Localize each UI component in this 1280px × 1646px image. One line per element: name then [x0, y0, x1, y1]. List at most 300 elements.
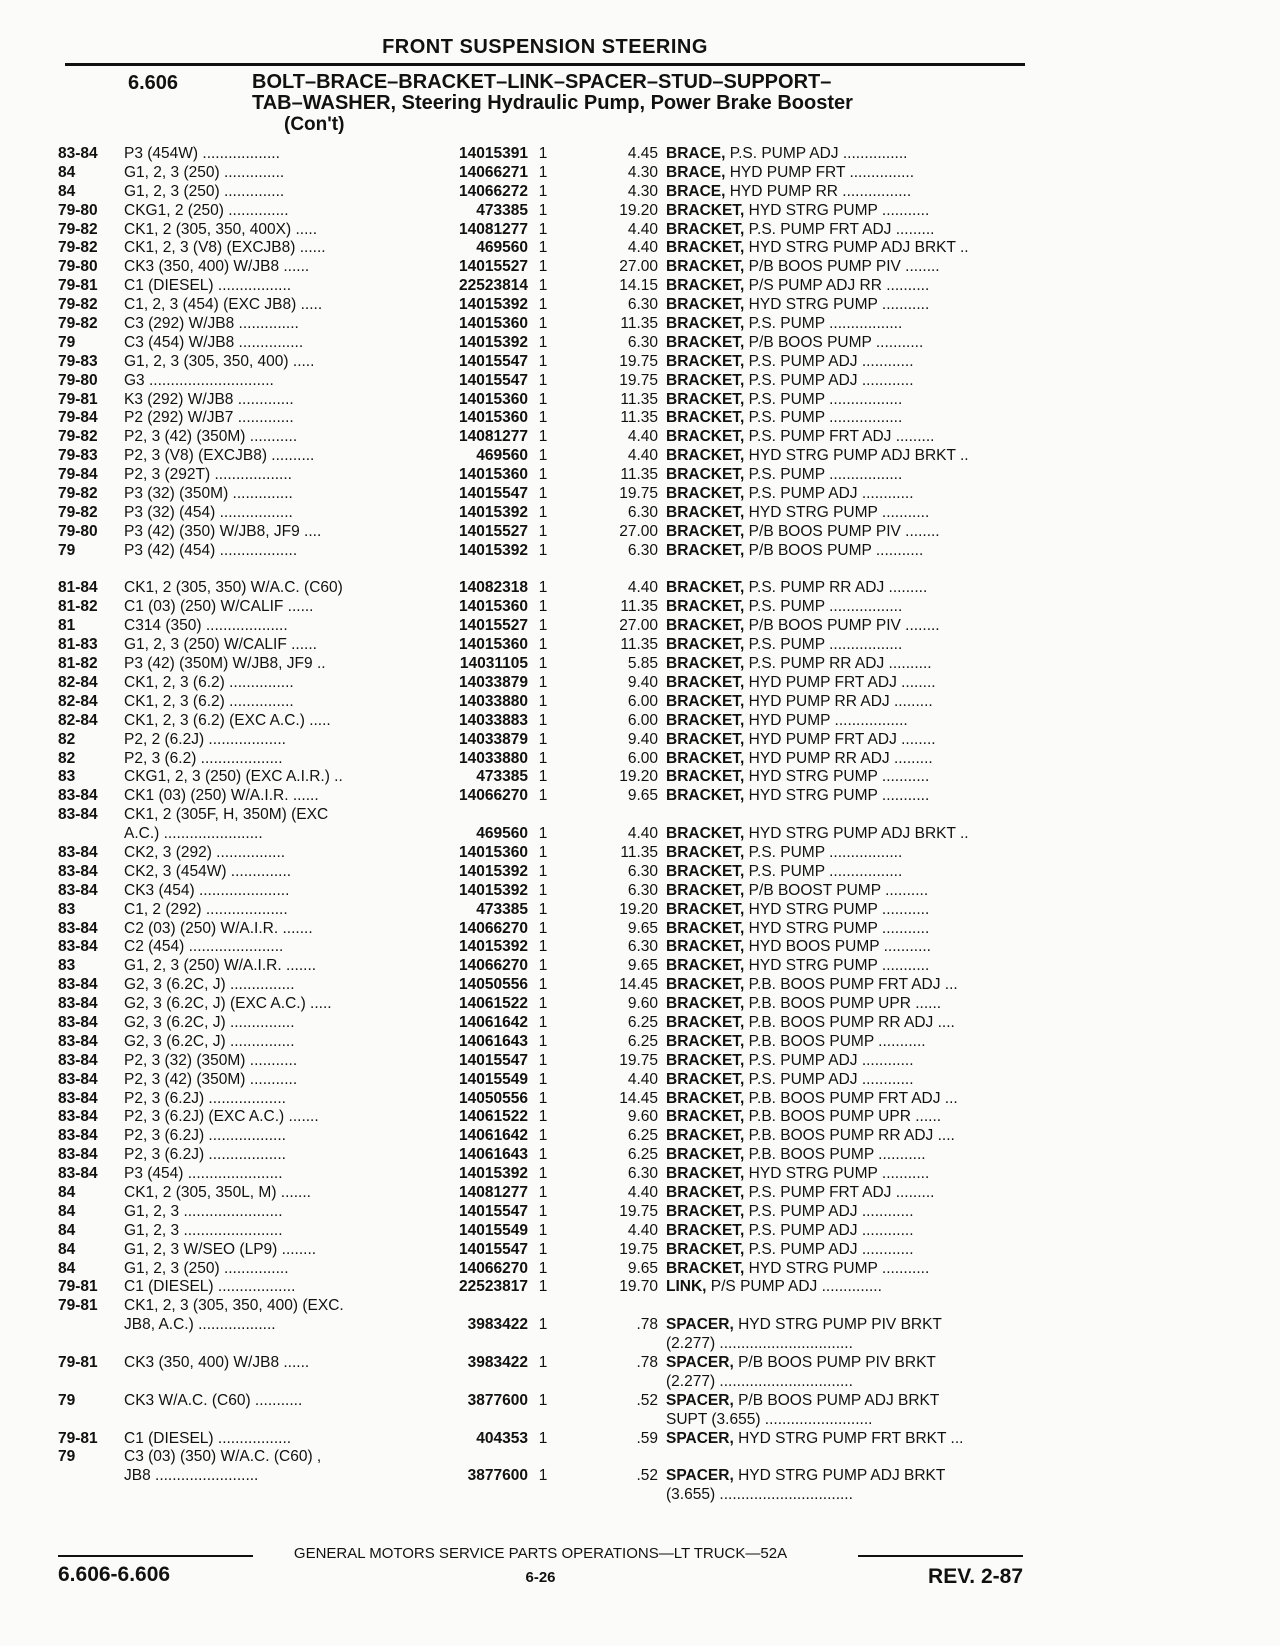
- model-year: 79-82: [58, 296, 98, 314]
- quantity: 1: [538, 995, 548, 1013]
- part-name-detail: P/B BOOS PUMP ...........: [744, 541, 924, 559]
- part-number: 14015547: [408, 485, 528, 504]
- model-description: P3 (42) (350M) W/JB8, JF9 ..: [124, 655, 326, 673]
- part-number: 14061642: [408, 1127, 528, 1146]
- quantity: 1: [538, 598, 548, 616]
- table-row: [58, 768, 1038, 787]
- part-name-noun: BRACKET,: [666, 1070, 745, 1088]
- part-name: [666, 221, 1031, 240]
- part-name-noun: BRACKET,: [666, 749, 745, 767]
- part-name: [666, 1014, 1031, 1033]
- part-name-noun: BRACKET,: [666, 787, 745, 805]
- price: 11.35: [620, 409, 658, 427]
- part-name-noun: BRACKET,: [666, 466, 745, 484]
- part-name-detail: HYD BOOS PUMP ...........: [744, 938, 931, 956]
- table-row: [58, 542, 1038, 561]
- price: 11.35: [620, 843, 658, 861]
- part-name-detail: HYD PUMP FRT ADJ ........: [744, 730, 936, 748]
- price: 14.45: [619, 1089, 658, 1107]
- part-name-noun: BRACKET,: [666, 598, 745, 616]
- part-name-noun: BRACKET,: [666, 1051, 745, 1069]
- model-year: 79-82: [58, 485, 98, 503]
- model-year: 83-84: [58, 1051, 98, 1069]
- model-year: 79-81: [58, 1297, 98, 1315]
- price: 19.75: [619, 371, 658, 389]
- part-name: [666, 844, 1031, 863]
- part-name: [666, 617, 1031, 636]
- part-number: 469560: [408, 447, 528, 466]
- part-name: [666, 258, 1031, 277]
- part-number: 473385: [408, 768, 528, 787]
- price: 19.75: [619, 1202, 658, 1220]
- table-row: [58, 750, 1038, 769]
- table-row: [58, 428, 1038, 447]
- part-name: [666, 239, 1031, 258]
- part-name-detail: P.S. PUMP ADJ ............: [744, 352, 914, 370]
- part-name-noun: SPACER,: [666, 1467, 734, 1485]
- part-number: 473385: [408, 901, 528, 920]
- part-name: [666, 1184, 1031, 1203]
- header-rule: [65, 63, 1025, 66]
- model-year: 79-80: [58, 371, 98, 389]
- table-row: [58, 258, 1038, 277]
- model-description: CK1, 2, 3 (305, 350, 400) (EXC.: [124, 1297, 344, 1315]
- model-description: C1, 2, 3 (454) (EXC JB8) .....: [124, 296, 323, 314]
- price: 6.30: [627, 881, 658, 899]
- model-description: P2, 3 (V8) (EXCJB8) ..........: [124, 447, 315, 465]
- quantity: 1: [538, 1467, 548, 1485]
- price: .52: [636, 1467, 658, 1485]
- part-name-detail: P.S. PUMP .................: [744, 409, 903, 427]
- part-number: 14015360: [408, 598, 528, 617]
- part-name-detail: (2.277) ...............................: [666, 1372, 853, 1390]
- part-name-noun: BRACKET,: [666, 862, 745, 880]
- model-description: CK1 (03) (250) W/A.I.R. ......: [124, 787, 319, 805]
- part-name-detail: P.B. BOOS PUMP ...........: [744, 1146, 926, 1164]
- quantity: 1: [538, 239, 548, 257]
- part-name: [666, 693, 1031, 712]
- part-name-detail: P/B BOOS PUMP PIV BRKT: [733, 1354, 936, 1371]
- part-number: 14066270: [408, 1260, 528, 1279]
- model-description: G1, 2, 3 (250) W/CALIF ......: [124, 636, 317, 654]
- model-year: 79-82: [58, 315, 98, 333]
- model-description: G1, 2, 3 (305, 350, 400) .....: [124, 352, 315, 370]
- part-name-detail: P/S PUMP ADJ RR ..........: [744, 277, 930, 295]
- part-number: 14031105: [408, 655, 528, 674]
- part-name-noun: BRACKET,: [666, 277, 745, 295]
- table-row: [58, 1335, 1038, 1354]
- part-name: [666, 353, 1031, 372]
- quantity: 1: [538, 1202, 548, 1220]
- model-description: P2, 3 (6.2J) (EXC A.C.) .......: [124, 1108, 319, 1126]
- price: 27.00: [619, 617, 658, 635]
- quantity: 1: [538, 749, 548, 767]
- table-row: [58, 561, 1038, 580]
- part-name-noun: BRACKET,: [666, 655, 745, 673]
- table-row: [58, 391, 1038, 410]
- part-name-detail: HYD PUMP .................: [744, 711, 908, 729]
- quantity: 1: [538, 1240, 548, 1258]
- part-name-detail: (2.277) ...............................: [666, 1335, 853, 1353]
- quantity: 1: [538, 1051, 548, 1069]
- part-name: [666, 1411, 1031, 1430]
- part-number: 14015392: [408, 334, 528, 353]
- part-name: [666, 485, 1031, 504]
- part-name-detail: HYD STRG PUMP ...........: [744, 201, 930, 219]
- part-name: [666, 901, 1031, 920]
- model-description: P2, 3 (42) (350M) ...........: [124, 428, 298, 446]
- table-row: [58, 1146, 1038, 1165]
- part-name: [666, 938, 1031, 957]
- model-description: CK1, 2 (305, 350) W/A.C. (C60): [124, 579, 343, 597]
- quantity: 1: [538, 1429, 548, 1447]
- part-name-detail: P.B. BOOS PUMP UPR ......: [744, 995, 942, 1013]
- model-description: CK2, 3 (454W) ..............: [124, 862, 292, 880]
- price: 4.40: [627, 447, 658, 465]
- part-name-noun: BRACKET,: [666, 1146, 745, 1164]
- table-row: [58, 1467, 1038, 1486]
- part-name-detail: HYD PUMP FRT ADJ ........: [744, 673, 936, 691]
- quantity: 1: [538, 1221, 548, 1239]
- table-row: [58, 145, 1038, 164]
- part-name-noun: BRACKET,: [666, 711, 745, 729]
- part-name: [666, 315, 1031, 334]
- model-year: 79-81: [58, 277, 98, 295]
- quantity: 1: [538, 825, 548, 843]
- table-row: [58, 466, 1038, 485]
- part-name-noun: BRACKET,: [666, 485, 745, 503]
- model-description: CK1, 2 (305F, H, 350M) (EXC: [124, 806, 329, 824]
- quantity: 1: [538, 1391, 548, 1409]
- price: 19.70: [619, 1278, 658, 1296]
- part-name-noun: BRACKET,: [666, 957, 745, 975]
- part-number: 22523817: [408, 1278, 528, 1297]
- part-name: [666, 674, 1031, 693]
- part-name-detail: HYD PUMP RR ADJ .........: [744, 692, 933, 710]
- part-name-detail: P.B. BOOS PUMP RR ADJ ....: [744, 1127, 955, 1145]
- part-number: 14061522: [408, 995, 528, 1014]
- section-title-cont: (Con't): [284, 114, 345, 135]
- part-name-noun: BRACKET,: [666, 881, 745, 899]
- part-name-detail: HYD STRG PUMP ...........: [744, 919, 930, 937]
- part-name: [666, 1146, 1031, 1165]
- part-name-noun: BRACKET,: [666, 390, 745, 408]
- price: 27.00: [619, 258, 658, 276]
- model-year: 83-84: [58, 1108, 98, 1126]
- price: 19.20: [619, 201, 658, 219]
- part-name-noun: BRACKET,: [666, 258, 745, 276]
- quantity: 1: [538, 881, 548, 899]
- model-description: P2, 3 (42) (350M) ...........: [124, 1070, 298, 1088]
- part-name: [666, 1108, 1031, 1127]
- part-number: 14033883: [408, 712, 528, 731]
- model-description: C1, 2 (292) ...................: [124, 900, 288, 918]
- part-name: [666, 372, 1031, 391]
- part-name-noun: BRACKET,: [666, 768, 745, 786]
- quantity: 1: [538, 315, 548, 333]
- model-description: G1, 2, 3 .......................: [124, 1202, 283, 1220]
- model-description: G1, 2, 3 W/SEO (LP9) ........: [124, 1240, 317, 1258]
- model-year: 83-84: [58, 1127, 98, 1145]
- price: 19.20: [619, 768, 658, 786]
- model-description: P3 (42) (454) ..................: [124, 541, 298, 559]
- model-year: 83-84: [58, 1146, 98, 1164]
- table-row: [58, 1127, 1038, 1146]
- table-row: [58, 1052, 1038, 1071]
- price: 4.40: [627, 220, 658, 238]
- model-description: P2 (292) W/JB7 .............: [124, 409, 294, 427]
- part-number: 14082318: [408, 579, 528, 598]
- quantity: 1: [538, 1013, 548, 1031]
- model-year: 82: [58, 730, 76, 748]
- part-name-noun: BRACKET,: [666, 1013, 745, 1031]
- section-title: [252, 72, 972, 135]
- quantity: 1: [538, 428, 548, 446]
- model-year: 81-84: [58, 579, 98, 597]
- quantity: 1: [538, 409, 548, 427]
- quantity: 1: [538, 692, 548, 710]
- part-name: [666, 1165, 1031, 1184]
- table-row: [58, 164, 1038, 183]
- price: .78: [636, 1316, 658, 1334]
- price: 9.65: [627, 957, 658, 975]
- table-row: [58, 1222, 1038, 1241]
- part-name-noun: BRACKET,: [666, 825, 745, 843]
- model-description: C1 (DIESEL) .................: [124, 1429, 292, 1447]
- quantity: 1: [538, 1183, 548, 1201]
- part-name: [666, 1392, 1031, 1411]
- model-year: 83-84: [58, 1032, 98, 1050]
- table-row: [58, 825, 1038, 844]
- price: 11.35: [620, 390, 658, 408]
- price: 6.30: [627, 296, 658, 314]
- model-description: P3 (32) (454) .................: [124, 503, 293, 521]
- part-number: 14061643: [408, 1033, 528, 1052]
- price: 4.30: [627, 163, 658, 181]
- model-description: G1, 2, 3 (250) W/A.I.R. .......: [124, 957, 317, 975]
- part-name-noun: BRACKET,: [666, 636, 745, 654]
- part-number: 14066270: [408, 787, 528, 806]
- part-name-noun: BRACKET,: [666, 617, 745, 635]
- model-description: G2, 3 (6.2C, J) ...............: [124, 976, 295, 994]
- model-description: G1, 2, 3 (250) ..............: [124, 163, 285, 181]
- table-row: [58, 1203, 1038, 1222]
- table-row: [58, 1354, 1038, 1373]
- part-number: 14015527: [408, 523, 528, 542]
- part-name-detail: HYD STRG PUMP ...........: [744, 768, 930, 786]
- price: 6.25: [627, 1127, 658, 1145]
- quantity: 1: [538, 1278, 548, 1296]
- part-name: [666, 1203, 1031, 1222]
- part-name: [666, 1260, 1031, 1279]
- quantity: 1: [538, 1127, 548, 1145]
- part-name-detail: HYD STRG PUMP ADJ BRKT ..: [744, 825, 969, 843]
- model-year: 81-83: [58, 636, 98, 654]
- part-name: [666, 1354, 1031, 1373]
- part-name: [666, 1052, 1031, 1071]
- part-name-noun: BRACKET,: [666, 352, 745, 370]
- part-name: [666, 391, 1031, 410]
- part-number: 3983422: [408, 1354, 528, 1373]
- part-name: [666, 920, 1031, 939]
- part-number: 14050556: [408, 1090, 528, 1109]
- price: 4.45: [627, 145, 658, 162]
- part-name-noun: LINK,: [666, 1278, 707, 1296]
- quantity: 1: [538, 371, 548, 389]
- part-name: [666, 636, 1031, 655]
- part-name-detail: P.S. PUMP ADJ ............: [744, 1202, 914, 1220]
- quantity: 1: [538, 1070, 548, 1088]
- price: 6.00: [627, 692, 658, 710]
- price: .59: [636, 1429, 658, 1447]
- part-name: [666, 598, 1031, 617]
- part-name: [666, 1241, 1031, 1260]
- quantity: 1: [538, 466, 548, 484]
- part-name: [666, 164, 1031, 183]
- model-description: CK3 (350, 400) W/JB8 ......: [124, 258, 310, 276]
- part-name-detail: P.S. PUMP .................: [744, 862, 903, 880]
- part-number: 14015392: [408, 1165, 528, 1184]
- part-number: 14015392: [408, 504, 528, 523]
- price: 6.30: [627, 503, 658, 521]
- model-year: 83-84: [58, 843, 98, 861]
- model-year: 81-82: [58, 655, 98, 673]
- part-name-detail: HYD PUMP RR ADJ .........: [744, 749, 933, 767]
- part-name-detail: P.B. BOOS PUMP FRT ADJ ...: [744, 976, 958, 994]
- model-year: 84: [58, 1183, 76, 1201]
- part-number: 14066270: [408, 957, 528, 976]
- part-number: 14066270: [408, 920, 528, 939]
- part-name-noun: BRACKET,: [666, 843, 745, 861]
- part-name-noun: BRACKET,: [666, 201, 745, 219]
- price: 6.30: [627, 862, 658, 880]
- part-name-noun: BRACKET,: [666, 938, 745, 956]
- model-year: 79-82: [58, 428, 98, 446]
- model-year: 84: [58, 1202, 76, 1220]
- part-number: 14015392: [408, 296, 528, 315]
- part-name-detail: HYD STRG PUMP ...........: [744, 957, 930, 975]
- quantity: 1: [538, 447, 548, 465]
- table-row: [58, 693, 1038, 712]
- price: 9.60: [627, 1108, 658, 1126]
- price: 9.65: [627, 919, 658, 937]
- table-row: [58, 957, 1038, 976]
- part-name-detail: P.S. PUMP ADJ ...............: [725, 145, 908, 162]
- part-name-noun: BRACKET,: [666, 503, 745, 521]
- part-name-noun: BRACKET,: [666, 1202, 745, 1220]
- part-name-detail: P.B. BOOS PUMP RR ADJ ....: [744, 1013, 955, 1031]
- part-name-noun: BRACKET,: [666, 428, 745, 446]
- model-year: 79-80: [58, 258, 98, 276]
- quantity: 1: [538, 617, 548, 635]
- part-name: [666, 1071, 1031, 1090]
- table-row: [58, 1278, 1038, 1297]
- quantity: 1: [538, 655, 548, 673]
- part-name: [666, 957, 1031, 976]
- part-name-detail: P.S. PUMP ADJ ............: [744, 1051, 914, 1069]
- table-row: [58, 485, 1038, 504]
- model-description: P2, 3 (6.2J) ..................: [124, 1127, 286, 1145]
- quantity: 1: [538, 730, 548, 748]
- price: 11.35: [620, 598, 658, 616]
- part-name-noun: BRACKET,: [666, 447, 745, 465]
- part-number: 14066271: [408, 164, 528, 183]
- price: 6.00: [627, 749, 658, 767]
- quantity: 1: [538, 862, 548, 880]
- part-number: 3877600: [408, 1392, 528, 1411]
- model-year: 79-83: [58, 447, 98, 465]
- table-row: [58, 674, 1038, 693]
- model-description: CK1, 2, 3 (6.2) ...............: [124, 692, 294, 710]
- model-description: P3 (454W) ..................: [124, 145, 280, 162]
- price: .78: [636, 1354, 658, 1371]
- quantity: 1: [538, 296, 548, 314]
- section-title-line: TAB–WASHER, Steering Hydraulic Pump, Power Brake Booster: [252, 92, 853, 114]
- part-name: [666, 1430, 1031, 1449]
- table-row: [58, 523, 1038, 542]
- price: 11.35: [620, 315, 658, 333]
- model-description: C1 (DIESEL) .................: [124, 277, 292, 295]
- model-year: 84: [58, 163, 76, 181]
- footer-section-range: 6.606-6.606: [58, 1563, 171, 1586]
- part-number: 14015547: [408, 353, 528, 372]
- part-number: 469560: [408, 239, 528, 258]
- table-row: [58, 1071, 1038, 1090]
- quantity: 1: [538, 636, 548, 654]
- price: 4.40: [627, 825, 658, 843]
- model-description: G2, 3 (6.2C, J) ...............: [124, 1013, 295, 1031]
- part-name-noun: BRACKET,: [666, 919, 745, 937]
- part-number: 14033880: [408, 750, 528, 769]
- model-description: G2, 3 (6.2C, J) (EXC A.C.) .....: [124, 995, 332, 1013]
- part-name-noun: BRACKET,: [666, 900, 745, 918]
- part-name-detail: P.S. PUMP FRT ADJ .........: [744, 220, 935, 238]
- table-row: [58, 334, 1038, 353]
- price: 6.25: [627, 1146, 658, 1164]
- part-name: [666, 183, 1031, 202]
- part-name-noun: BRACKET,: [666, 296, 745, 314]
- part-name: [666, 1316, 1031, 1335]
- part-number: 3877600: [408, 1467, 528, 1486]
- part-name-detail: P.S. PUMP FRT ADJ .........: [744, 1183, 935, 1201]
- model-year: 83-84: [58, 976, 98, 994]
- part-name: [666, 296, 1031, 315]
- part-name: [666, 750, 1031, 769]
- part-name-noun: BRACKET,: [666, 1127, 745, 1145]
- part-number: 14015527: [408, 617, 528, 636]
- part-number: 14015360: [408, 391, 528, 410]
- model-year: 83-84: [58, 881, 98, 899]
- part-name: [666, 655, 1031, 674]
- part-name-noun: BRACKET,: [666, 1165, 745, 1183]
- part-number: 14061522: [408, 1108, 528, 1127]
- table-row: [58, 1297, 1038, 1316]
- price: 6.30: [627, 333, 658, 351]
- model-year: 84: [58, 182, 76, 200]
- price: 9.60: [627, 995, 658, 1013]
- part-name: [666, 995, 1031, 1014]
- price: 6.00: [627, 711, 658, 729]
- price: 5.85: [627, 655, 658, 673]
- table-row: [58, 1260, 1038, 1279]
- table-row: [58, 636, 1038, 655]
- part-number: 14081277: [408, 428, 528, 447]
- part-name-noun: BRACKET,: [666, 1032, 745, 1050]
- model-description: CK3 W/A.C. (C60) ...........: [124, 1391, 303, 1409]
- model-year: 79: [58, 541, 76, 559]
- part-name-detail: P.S. PUMP .................: [744, 843, 903, 861]
- price: 4.40: [627, 1070, 658, 1088]
